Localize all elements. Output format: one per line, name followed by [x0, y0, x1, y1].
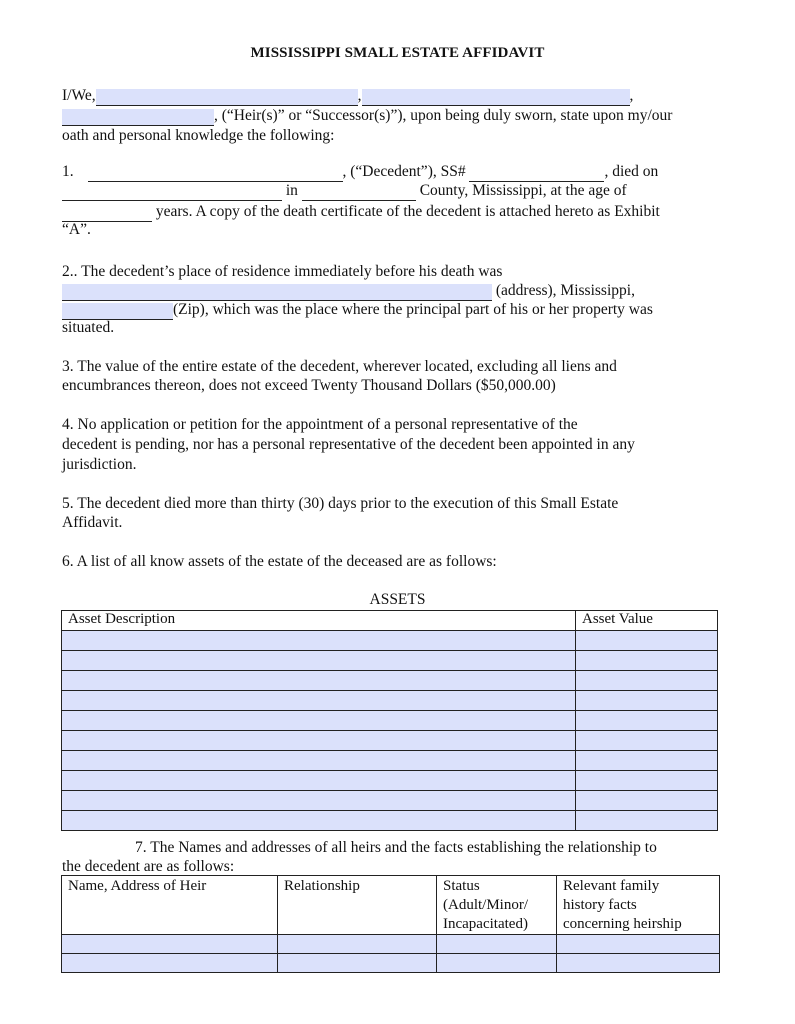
asset-description-cell[interactable]	[62, 711, 576, 731]
s5-line-2: Affidavit.	[62, 514, 123, 531]
asset-value-cell[interactable]	[576, 631, 718, 651]
asset-value-cell[interactable]	[576, 771, 718, 791]
years-text: years. A copy of the death certificate of the decedent is attached hereto as Exhibit	[155, 203, 660, 220]
asset-description-cell[interactable]	[62, 671, 576, 691]
heir-text: , (“Heir(s)” or “Successor(s)”), upon being duly sworn, state upon my/our	[214, 107, 673, 124]
county-field[interactable]	[302, 184, 416, 201]
intro-line-2	[62, 106, 672, 126]
asset-value-cell[interactable]	[576, 791, 718, 811]
s7-line-2: the decedent are as follows:	[62, 858, 235, 875]
s1-line-2	[62, 181, 627, 201]
family-history-header-line: history facts	[563, 897, 637, 913]
s1-line-4: “A”.	[62, 221, 91, 238]
heir-name-header	[62, 876, 278, 935]
zip-text: (Zip), which was the place where the principal part of his or her property was	[173, 301, 653, 318]
asset-row	[62, 631, 718, 651]
ssn-field[interactable]	[469, 165, 604, 182]
residence-address-field[interactable]	[62, 284, 492, 301]
asset-row	[62, 711, 718, 731]
heir-row	[62, 954, 720, 973]
asset-description-cell[interactable]	[62, 771, 576, 791]
family-history-header	[557, 876, 720, 935]
intro-line-3: oath and personal knowledge the following:	[62, 127, 335, 144]
decedent-name-field[interactable]	[88, 165, 343, 182]
relationship-header-text: Relationship	[284, 878, 360, 894]
asset-value-cell[interactable]	[576, 751, 718, 771]
asset-description-cell[interactable]	[62, 631, 576, 651]
relationship-cell[interactable]	[278, 954, 437, 973]
asset-value-cell[interactable]	[576, 711, 718, 731]
s7-line-1: 7. The Names and addresses of all heirs and the facts establishing the relationship to	[135, 839, 657, 856]
asset-value-cell[interactable]	[576, 651, 718, 671]
family-history-header-line: Relevant family	[563, 878, 660, 894]
document-title: MISSISSIPPI SMALL ESTATE AFFIDAVIT	[250, 45, 545, 61]
relationship-cell[interactable]	[278, 935, 437, 954]
s6-line-1: 6. A list of all know assets of the estate of the deceased are as follows:	[62, 553, 497, 570]
status-header-line: (Adult/Minor/	[443, 897, 528, 913]
family-history-header-line: concerning heirship	[563, 916, 682, 932]
s3-line-1: 3. The value of the entire estate of the decedent, wherever located, excluding all liens and	[62, 358, 617, 375]
died-on-text: , died on	[604, 163, 659, 180]
intro-label: I/We,	[62, 87, 96, 104]
assets-table	[61, 610, 718, 831]
status-header	[437, 876, 557, 935]
s3-line-2: encumbrances thereon, does not exceed Twenty Thousand Dollars ($50,000.00)	[62, 377, 556, 394]
heir-row	[62, 935, 720, 954]
asset-description-cell[interactable]	[62, 731, 576, 751]
s4-line-3: jurisdiction.	[62, 456, 137, 473]
asset-description-cell[interactable]	[62, 791, 576, 811]
relationship-header	[278, 876, 437, 935]
status-cell[interactable]	[437, 954, 557, 973]
status-header-line: Status	[443, 878, 480, 894]
comma: ,	[357, 87, 362, 104]
asset-description-header: Asset Description	[62, 611, 576, 631]
asset-value-cell[interactable]	[576, 671, 718, 691]
asset-value-cell[interactable]	[576, 691, 718, 711]
heir-name-field-2[interactable]	[362, 89, 630, 106]
heirs-table	[61, 875, 720, 973]
asset-value-cell[interactable]	[576, 811, 718, 831]
s1-number: 1.	[62, 163, 74, 180]
death-date-field[interactable]	[62, 184, 282, 201]
status-header-line: Incapacitated)	[443, 916, 528, 932]
asset-description-cell[interactable]	[62, 651, 576, 671]
s2-line-3	[62, 300, 653, 320]
s2-line-1: 2.. The decedent’s place of residence immediately before his death was	[62, 263, 503, 280]
county-text: County, Mississippi, at the age of	[419, 182, 627, 199]
asset-row	[62, 691, 718, 711]
asset-value-cell[interactable]	[576, 731, 718, 751]
status-cell[interactable]	[437, 935, 557, 954]
heir-name-header-text: Name, Address of Heir	[68, 878, 207, 894]
s4-line-2: decedent is pending, nor has a personal representative of the decedent been appointed in any	[62, 436, 635, 453]
asset-row	[62, 751, 718, 771]
assets-header-row	[62, 611, 718, 631]
asset-row	[62, 671, 718, 691]
asset-row	[62, 731, 718, 751]
heir-name-cell[interactable]	[62, 935, 278, 954]
address-text: (address), Mississippi,	[495, 282, 635, 299]
s5-line-1: 5. The decedent died more than thirty (30) days prior to the execution of this Small Estate	[62, 495, 619, 512]
heirs-header-row	[62, 876, 720, 935]
s4-line-1: 4. No application or petition for the appointment of a personal representative of the	[62, 416, 578, 433]
heir-name-cell[interactable]	[62, 954, 278, 973]
decedent-text: , (“Decedent”), SS#	[342, 163, 466, 180]
asset-description-cell[interactable]	[62, 751, 576, 771]
assets-caption: ASSETS	[369, 591, 426, 608]
asset-description-cell[interactable]	[62, 811, 576, 831]
intro-line-1	[62, 86, 633, 106]
asset-row	[62, 791, 718, 811]
s2-line-2	[62, 281, 635, 301]
in-text: in	[285, 182, 298, 199]
asset-row	[62, 811, 718, 831]
asset-row	[62, 771, 718, 791]
asset-description-cell[interactable]	[62, 691, 576, 711]
s2-line-4: situated.	[62, 319, 115, 336]
heir-name-field-3[interactable]	[62, 109, 214, 126]
family-history-cell[interactable]	[557, 935, 720, 954]
family-history-cell[interactable]	[557, 954, 720, 973]
asset-row	[62, 651, 718, 671]
asset-value-header: Asset Value	[576, 611, 718, 631]
s1-line-3	[62, 202, 660, 222]
heir-name-field-1[interactable]	[96, 89, 358, 106]
comma: ,	[629, 87, 634, 104]
s1-line-1	[62, 162, 658, 182]
